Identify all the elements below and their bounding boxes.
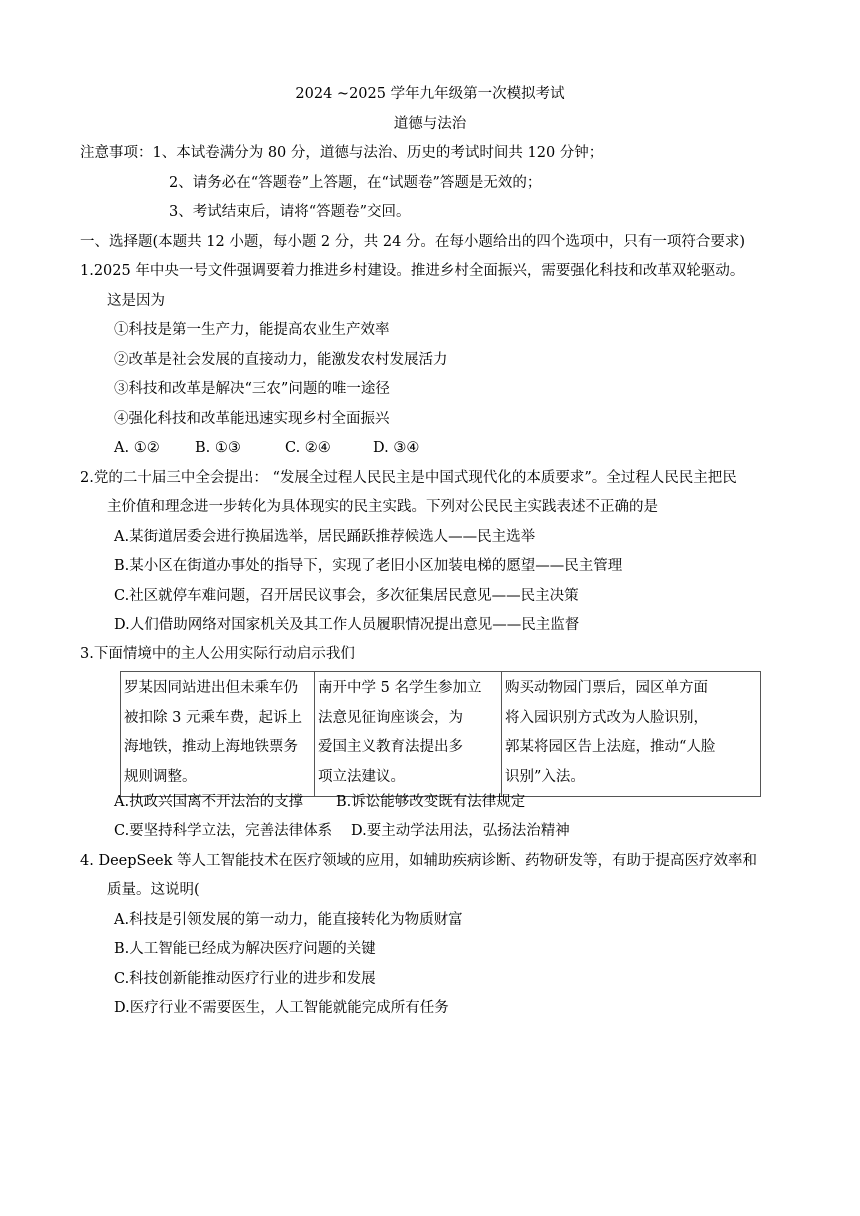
q4-option-b: B.人工智能已经成为解决医疗问题的关键 [114, 941, 376, 957]
cell-line: 购买动物园门票后，园区单方面 [505, 680, 708, 696]
q1-item-2: ②改革是社会发展的直接动力，能激发农村发展活力 [114, 352, 448, 368]
q3-scenario-table [120, 671, 761, 797]
q3-option-a: A.执政兴国离不开法治的支撑 [114, 794, 304, 810]
note-line-1: 注意事项：1、本试卷满分为 80 分，道德与法治、历史的考试时间共 120 分钟； [80, 145, 604, 161]
q2-stem-line-2: 主价值和理念进一步转化为具体现实的民主实践。下列对公民民主实践表述不正确的是 [107, 499, 658, 515]
section-heading: 一、选择题(本题共 12 小题，每小题 2 分，共 24 分。在每小题给出的四个选项中，只有一项符合要求) [80, 234, 746, 250]
q1-option-a: A. ①② [114, 440, 160, 456]
cell-line: 法意见征询座谈会，为 [318, 709, 463, 726]
q3-stem: 3.下面情境中的主人公用实际行动启示我们 [80, 646, 355, 662]
q2-option-c: C.社区就停车难问题，召开居民议事会，多次征集居民意见——民主决策 [114, 588, 579, 604]
q4-option-a: A.科技是引领发展的第一动力，能直接转化为物质财富 [114, 912, 463, 928]
scenario-cell-3 [502, 672, 761, 797]
q1-option-b: B. ①③ [195, 440, 241, 456]
q3-option-c: C.要坚持科学立法，完善法律体系 [114, 823, 333, 839]
q2-option-b: B.某小区在街道办事处的指导下，实现了老旧小区加装电梯的愿望——民主管理 [114, 558, 623, 574]
q4-option-c: C.科技创新能推动医疗行业的进步和发展 [114, 971, 376, 987]
q2-option-d: D.人们借助网络对国家机关及其工作人员履职情况提出意见——民主监督 [114, 617, 580, 633]
cell-line: 识别”入法。 [505, 768, 585, 785]
q4-option-d: D.医疗行业不需要医生，人工智能就能完成所有任务 [114, 1000, 449, 1016]
cell-line: 将入园识别方式改为人脸识别， [505, 709, 708, 726]
cell-line: 南开中学 5 名学生参加立 [318, 680, 482, 696]
q2-option-a: A.某街道居委会进行换届选举，居民踊跃推荐候选人——民主选举 [114, 529, 536, 545]
q1-option-d: D. ③④ [373, 440, 420, 456]
q2-stem-line-1: 2.党的二十届三中全会提出： “发展全过程人民民主是中国式现代化的本质要求”。全过程人民民主把民 [80, 470, 737, 486]
cell-line: 被扣除 3 元乘车费，起诉上 [124, 709, 302, 726]
cell-line: 罗某因同站进出但未乘车仍 [124, 680, 298, 696]
q1-item-4: ④强化科技和改革能迅速实现乡村全面振兴 [114, 411, 390, 427]
q4-stem-line-1: 4. DeepSeek 等人工智能技术在医疗领域的应用，如辅助疾病诊断、药物研发等，有助于提高医疗效率和 [80, 853, 758, 869]
exam-subject: 道德与法治 [393, 116, 467, 132]
q3-option-d: D.要主动学法用法，弘扬法治精神 [351, 823, 570, 839]
cell-line: 项立法建议。 [318, 768, 405, 785]
note-line-3: 3、考试结束后，请将“答题卷”交回。 [169, 204, 411, 220]
exam-title: 2024 ~2025 学年九年级第一次模拟考试 [295, 86, 565, 102]
cell-line: 海地铁，推动上海地铁票务 [124, 739, 298, 755]
cell-line: 规则调整。 [124, 768, 197, 785]
cell-line: 爱国主义教育法提出多 [318, 739, 463, 755]
table-row [121, 672, 761, 797]
scenario-cell-1 [121, 672, 315, 797]
q1-item-1: ①科技是第一生产力，能提高农业生产效率 [114, 322, 390, 338]
q1-item-3: ③科技和改革是解决“三农”问题的唯一途径 [114, 381, 390, 397]
note-line-2: 2、请务必在“答题卷”上答题，在“试题卷”答题是无效的； [169, 175, 542, 191]
q3-option-b: B.诉讼能够改变既有法律规定 [336, 794, 526, 810]
q1-option-c: C. ②④ [285, 440, 331, 456]
q1-stem-line-2: 这是因为 [107, 293, 165, 309]
scenario-cell-2 [315, 672, 502, 797]
q1-stem-line-1: 1.2025 年中央一号文件强调要着力推进乡村建设。推进乡村全面振兴，需要强化科技和改革双轮驱动。 [80, 263, 745, 279]
q4-stem-line-2: 质量。这说明( [107, 882, 200, 898]
cell-line: 郭某将园区告上法庭，推动“人脸 [505, 739, 716, 755]
